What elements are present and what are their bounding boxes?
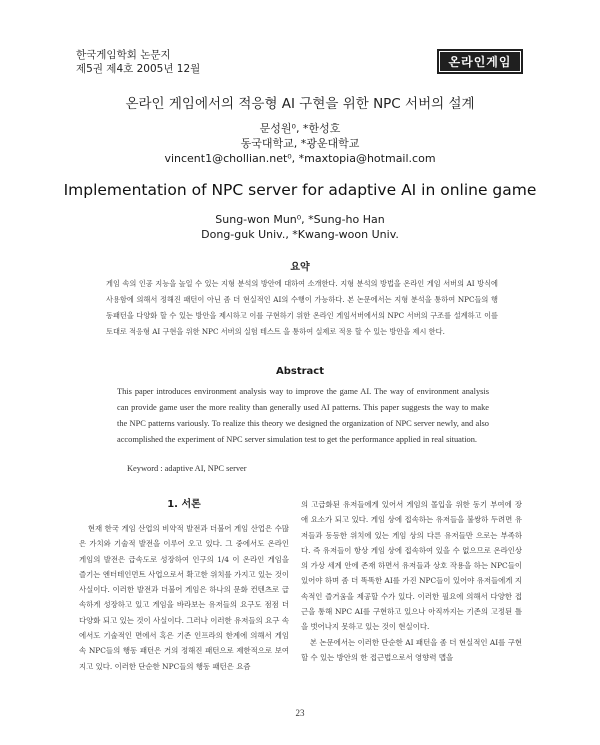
keywords: Keyword : adaptive AI, NPC server [127, 464, 247, 473]
journal-name: 한국게임학회 논문지 [76, 49, 171, 61]
author-affiliations-korean: 동국대학교, *광운대학교 [240, 137, 360, 150]
abstract-korean-heading: 요약 [290, 262, 310, 273]
authors-english [40, 212, 560, 242]
category-badge: 온라인게임 [437, 49, 523, 74]
abstract-english-heading: Abstract [275, 366, 325, 377]
paragraph: 본 논문에서는 이러한 단순한 AI 패턴을 좀 더 현실적인 AI를 구현할 수 있는 방안의 한 접근법으로서 영향력 맵을 [301, 637, 522, 662]
journal-issue: 제5권 제4호 2005년 12월 [76, 63, 201, 75]
paper-title-korean: 온라인 게임에서의 적응형 AI 구현을 위한 NPC 서버의 설계 [125, 96, 475, 112]
paragraph: 현재 한국 게임 산업의 비약적 발전과 더불어 게임 산업은 수많은 가치와 기술적 발전을 이루어 오고 있다. 그 중에서도 온라인 게임의 발전은 급속도로 성장하여 인구의 1/4 이 온라인 게임을 즐기는 엔터테인먼트 사업으로서 확고한 위치를 가지고 있는 것이 사실이다. 이러한 발전과 더불어 게임은 하나의 문화 컨텐츠로 급속하게 성장하고 있고 게임을 바라보는 유저들의 요구도 점점 더 다양화 되고 있는 것이 사실이다. 그러나 이러한 유저들의 요구 속 에서도 기술적인 면에서 혹은 기존 인프라의 한계에 의해서 게임 속 NPC들의 행동 패턴은 거의 정해진 패턴으로 제한적으로 보여 지고 있다. 이러한 단순한 NPC들의 행동 패턴은 요즘 [79, 524, 289, 671]
page-number: 23 [295, 708, 305, 718]
author-names-korean: 문성원⁰, *한성호 [259, 122, 341, 135]
paper-title-english: Implementation of NPC server for adaptive AI in online game [63, 181, 537, 199]
paragraph: 의 고급화된 유저들에게 있어서 게임의 몰입을 위한 동기 부여에 장애 요소가 되고 있다. 게임 상에 접속하는 유저들을 불쌍하 두려면 유저들과 동등한 위치에 있는 게임 상의 다른 유저들만 으로는 부족하다. 즉 유저들이 항상 게임 상에 접속하여 있을 수 없으므로 온라인상의 가상 세계 안에 존재 하면서 유저들과 상호 작용을 하는 NPC들이 있어야 하며 좀 더 똑똑한 AI를 가진 NPC들이 있어야 유저들에게 지속적인 즐거움을 제공할 수가 있다. 이러한 필요에 의해서 다양한 접근을 통해 NPC AI를 구현하고 있으나 아직까지는 기존의 고정된 틀을 벗어나지 못하고 있는 것이 현실이다. [301, 500, 522, 632]
author-emails: vincent1@chollian.net⁰, *maxtopia@hotmail.com [164, 152, 436, 165]
abstract-korean-text: 게임 속의 인공 지능을 높일 수 있는 지형 분석의 방안에 대하여 소개한다. 지형 분석의 방법을 온라인 게임 서버의 AI 방식에 사용함에 의해서 정해진 패턴이 아닌 좀 더 현실적인 AI의 수행이 가능하다. 본 논문에서는 지형 분석을 통하여 NPC들의 행동패턴을 다양화 할 수 있는 방안을 제시하고 이를 구현하기 위한 온라인 게임서버에서의 NPC 서버의 구조를 설계하고 이를 토대로 적응형 AI 구현을 위한 NPC 서버의 실험 테스트 을 통하여 실제로 적용 할 수 있는 방안을 제시 한다. [106, 279, 498, 336]
section-heading-introduction: 1. 서론 [167, 499, 201, 510]
body-column-left [79, 521, 289, 674]
author-affiliations-english: Dong-guk Univ., *Kwang-woon Univ. [201, 228, 399, 241]
journal-info [76, 48, 200, 76]
authors-korean [40, 121, 560, 166]
abstract-english-text: This paper introduces environment analysis way to improve the game AI. The way of environment analysis can provide game user the more reality than generally used AI patterns. This paper suggests the way to make the NPC patterns variously. To realize this theory we designed the organization of NPC server newly, and also accomplished the experiment of NPC server simulation test to get the performance applied in real situation. [117, 387, 489, 444]
body-column-right [301, 497, 522, 665]
author-names-english: Sung-won Mun⁰, *Sung-ho Han [215, 213, 385, 226]
